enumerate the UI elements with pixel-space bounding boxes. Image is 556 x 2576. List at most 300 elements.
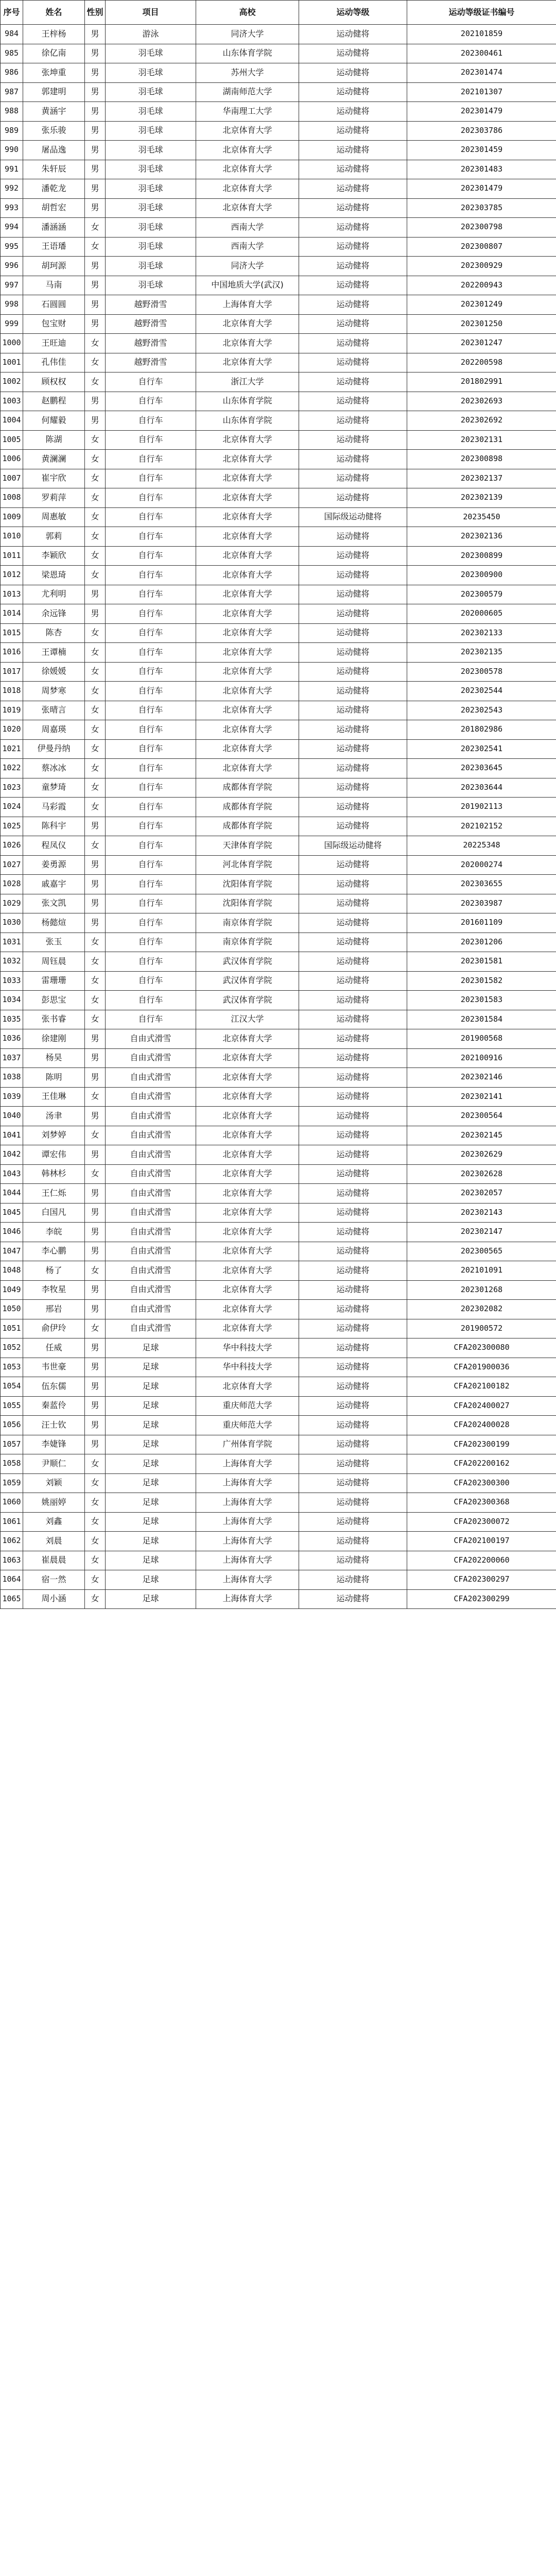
gender-cell: 女 [85,372,106,392]
level-cell: 运动健将 [299,1338,407,1358]
table-row [1,1435,556,1454]
serial-cell: 1049 [1,1280,23,1300]
serial-cell: 1044 [1,1184,23,1204]
university-cell: 北京体育大学 [196,1087,299,1107]
table-body [1,25,556,1609]
gender-cell: 女 [85,1570,106,1590]
table-row [1,1570,556,1590]
serial-cell: 1057 [1,1435,23,1454]
certificate-cell: 202301582 [407,971,556,991]
event-cell: 自行车 [106,372,196,392]
university-cell: 重庆师范大学 [196,1416,299,1435]
name-cell: 戚嘉宇 [23,875,85,894]
gender-cell: 女 [85,1164,106,1184]
gender-cell: 女 [85,546,106,566]
name-cell: 程凤仪 [23,836,85,856]
level-cell: 运动健将 [299,1319,407,1338]
table-row [1,1261,556,1281]
gender-cell: 男 [85,1203,106,1223]
gender-cell: 男 [85,1280,106,1300]
serial-cell: 1011 [1,546,23,566]
name-cell: 何耀毅 [23,411,85,431]
table-row [1,1454,556,1474]
table-row [1,179,556,199]
serial-cell: 1036 [1,1029,23,1049]
university-cell: 北京体育大学 [196,682,299,701]
event-cell: 越野滑雪 [106,295,196,315]
table-row [1,218,556,238]
level-cell: 运动健将 [299,720,407,740]
serial-cell: 987 [1,82,23,102]
serial-cell: 991 [1,160,23,179]
event-cell: 自由式滑雪 [106,1184,196,1204]
table-row [1,855,556,875]
table-row [1,701,556,720]
table-row [1,469,556,488]
table-row [1,411,556,431]
event-cell: 自行车 [106,604,196,624]
level-cell: 运动健将 [299,198,407,218]
level-cell: 运动健将 [299,1184,407,1204]
gender-cell: 女 [85,662,106,682]
certificate-cell: 202300807 [407,237,556,257]
serial-cell: 1004 [1,411,23,431]
serial-cell: 1046 [1,1223,23,1242]
event-cell: 越野滑雪 [106,334,196,353]
certificate-cell: CFA202400027 [407,1396,556,1416]
university-cell: 华南理工大学 [196,102,299,122]
name-cell: 彭思宝 [23,991,85,1010]
level-cell: 国际级运动健将 [299,507,407,527]
name-cell: 邢岩 [23,1300,85,1319]
gender-cell: 男 [85,1396,106,1416]
university-cell: 上海体育大学 [196,1454,299,1474]
name-cell: 姚丽婷 [23,1493,85,1513]
certificate-cell: CFA202300297 [407,1570,556,1590]
name-cell: 徐亿南 [23,44,85,63]
name-cell: 张乐骏 [23,121,85,141]
table-row [1,82,556,102]
gender-cell: 男 [85,102,106,122]
gender-cell: 女 [85,566,106,585]
name-cell: 张玉 [23,933,85,952]
name-cell: 周嘉瑛 [23,720,85,740]
university-cell: 江汉大学 [196,1010,299,1029]
name-cell: 李皖 [23,1223,85,1242]
name-cell: 梁恩琦 [23,566,85,585]
table-row [1,1087,556,1107]
serial-cell: 1023 [1,778,23,798]
name-cell: 陈湖 [23,430,85,450]
gender-cell: 女 [85,952,106,972]
table-row [1,1203,556,1223]
name-cell: 王佳琳 [23,1087,85,1107]
serial-cell: 990 [1,141,23,160]
certificate-cell: 202302541 [407,739,556,759]
gender-cell: 女 [85,701,106,720]
table-row [1,141,556,160]
gender-cell: 女 [85,1551,106,1570]
certificate-cell: 202302147 [407,1223,556,1242]
table-row [1,1396,556,1416]
serial-cell: 1050 [1,1300,23,1319]
level-cell: 运动健将 [299,952,407,972]
name-cell: 白国凡 [23,1203,85,1223]
certificate-cell: 202300579 [407,585,556,604]
certificate-cell: 202302141 [407,1087,556,1107]
name-cell: 黄澜澜 [23,450,85,469]
table-row [1,585,556,604]
table-row [1,1145,556,1165]
name-cell: 姜勇源 [23,855,85,875]
certificate-cell: 202301584 [407,1010,556,1029]
name-cell: 韩林杉 [23,1164,85,1184]
event-cell: 自行车 [106,778,196,798]
gender-cell: 男 [85,295,106,315]
table-row [1,778,556,798]
table-row [1,1048,556,1068]
university-cell: 成都体育学院 [196,817,299,836]
serial-cell: 1009 [1,507,23,527]
university-cell: 北京体育大学 [196,121,299,141]
table-row [1,1493,556,1513]
event-cell: 自行车 [106,527,196,547]
level-cell: 运动健将 [299,1416,407,1435]
level-cell: 运动健将 [299,160,407,179]
certificate-cell: 202300929 [407,257,556,276]
university-cell: 北京体育大学 [196,488,299,508]
certificate-cell: CFA202300368 [407,1493,556,1513]
serial-cell: 1048 [1,1261,23,1281]
certificate-cell: 202301583 [407,991,556,1010]
event-cell: 自行车 [106,507,196,527]
table-row [1,1473,556,1493]
header-serial: 序号 [1,1,23,25]
certificate-cell: 201900572 [407,1319,556,1338]
header-event: 项目 [106,1,196,25]
name-cell: 陈明 [23,1068,85,1088]
level-cell: 运动健将 [299,392,407,411]
gender-cell: 女 [85,1126,106,1145]
university-cell: 北京体育大学 [196,1377,299,1397]
university-cell: 北京体育大学 [196,469,299,488]
name-cell: 尤利明 [23,585,85,604]
university-cell: 南京体育学院 [196,933,299,952]
table-row [1,1416,556,1435]
level-cell: 运动健将 [299,798,407,817]
table-row [1,1300,556,1319]
university-cell: 南京体育学院 [196,913,299,933]
certificate-cell: 202301581 [407,952,556,972]
gender-cell: 女 [85,527,106,547]
level-cell: 运动健将 [299,1029,407,1049]
gender-cell: 女 [85,507,106,527]
serial-cell: 1062 [1,1532,23,1551]
certificate-cell: 202301459 [407,141,556,160]
serial-cell: 984 [1,25,23,44]
university-cell: 北京体育大学 [196,314,299,334]
name-cell: 陈杏 [23,623,85,643]
gender-cell: 女 [85,353,106,372]
table-row [1,913,556,933]
name-cell: 王语璠 [23,237,85,257]
table-row [1,720,556,740]
event-cell: 羽毛球 [106,257,196,276]
level-cell: 运动健将 [299,778,407,798]
name-cell: 王梓杨 [23,25,85,44]
university-cell: 北京体育大学 [196,1203,299,1223]
certificate-cell: 201802991 [407,372,556,392]
level-cell: 运动健将 [299,334,407,353]
gender-cell: 男 [85,63,106,83]
university-cell: 北京体育大学 [196,1300,299,1319]
gender-cell: 男 [85,1358,106,1377]
university-cell: 同济大学 [196,25,299,44]
serial-cell: 1020 [1,720,23,740]
serial-cell: 1054 [1,1377,23,1397]
table-row [1,662,556,682]
name-cell: 张文凯 [23,894,85,913]
university-cell: 河北体育学院 [196,855,299,875]
table-row [1,546,556,566]
university-cell: 天津体育学院 [196,836,299,856]
university-cell: 北京体育大学 [196,1184,299,1204]
level-cell: 运动健将 [299,817,407,836]
gender-cell: 男 [85,1377,106,1397]
certificate-cell: 202301206 [407,933,556,952]
table-row [1,894,556,913]
name-cell: 韦世豪 [23,1358,85,1377]
certificate-cell: 202300899 [407,546,556,566]
name-cell: 徐建刚 [23,1029,85,1049]
header-gender: 性别 [85,1,106,25]
university-cell: 北京体育大学 [196,701,299,720]
event-cell: 自行车 [106,585,196,604]
gender-cell: 女 [85,1493,106,1513]
certificate-cell: 202301479 [407,102,556,122]
certificate-cell: 202301479 [407,179,556,199]
certificate-cell: 202101091 [407,1261,556,1281]
university-cell: 北京体育大学 [196,623,299,643]
gender-cell: 女 [85,991,106,1010]
header-row [1,1,556,25]
certificate-cell: 202301249 [407,295,556,315]
name-cell: 周钰晨 [23,952,85,972]
table-row [1,276,556,295]
header-sport-level: 运动等级 [299,1,407,25]
event-cell: 羽毛球 [106,179,196,199]
gender-cell: 女 [85,759,106,778]
certificate-cell: 202302143 [407,1203,556,1223]
level-cell: 运动健将 [299,1010,407,1029]
table-row [1,63,556,83]
serial-cell: 998 [1,295,23,315]
university-cell: 沈阳体育学院 [196,875,299,894]
university-cell: 北京体育大学 [196,720,299,740]
serial-cell: 1003 [1,392,23,411]
event-cell: 足球 [106,1358,196,1377]
certificate-cell: 202303987 [407,894,556,913]
name-cell: 童梦琦 [23,778,85,798]
level-cell: 运动健将 [299,566,407,585]
table-row [1,257,556,276]
name-cell: 汤聿 [23,1107,85,1126]
table-row [1,1242,556,1261]
event-cell: 自行车 [106,817,196,836]
certificate-cell: 202102152 [407,817,556,836]
serial-cell: 1038 [1,1068,23,1088]
university-cell: 北京体育大学 [196,160,299,179]
name-cell: 罗莉萍 [23,488,85,508]
name-cell: 杨昊 [23,1048,85,1068]
gender-cell: 男 [85,1107,106,1126]
gender-cell: 男 [85,411,106,431]
name-cell: 崔宇欣 [23,469,85,488]
table-row [1,1512,556,1532]
name-cell: 李心鹏 [23,1242,85,1261]
level-cell: 运动健将 [299,1223,407,1242]
gender-cell: 女 [85,1010,106,1029]
header-name: 姓名 [23,1,85,25]
name-cell: 陈科宇 [23,817,85,836]
gender-cell: 男 [85,1048,106,1068]
serial-cell: 999 [1,314,23,334]
certificate-cell: 202300461 [407,44,556,63]
university-cell: 上海体育大学 [196,1512,299,1532]
serial-cell: 1039 [1,1087,23,1107]
table-row [1,739,556,759]
name-cell: 马彩霞 [23,798,85,817]
certificate-cell: CFA202300300 [407,1473,556,1493]
certificate-cell: 202301474 [407,63,556,83]
gender-cell: 女 [85,469,106,488]
table-row [1,933,556,952]
certificate-cell: 202300565 [407,1242,556,1261]
event-cell: 自行车 [106,836,196,856]
name-cell: 包宝财 [23,314,85,334]
serial-cell: 1043 [1,1164,23,1184]
certificate-cell: 202302133 [407,623,556,643]
university-cell: 苏州大学 [196,63,299,83]
event-cell: 自由式滑雪 [106,1068,196,1088]
certificate-cell: 202300564 [407,1107,556,1126]
university-cell: 北京体育大学 [196,430,299,450]
name-cell: 刘鑫 [23,1512,85,1532]
gender-cell: 男 [85,1338,106,1358]
certificate-cell: 202302057 [407,1184,556,1204]
university-cell: 武汉体育学院 [196,991,299,1010]
event-cell: 自由式滑雪 [106,1029,196,1049]
name-cell: 俞伊玲 [23,1319,85,1338]
event-cell: 自行车 [106,662,196,682]
event-cell: 自由式滑雪 [106,1300,196,1319]
table-row [1,604,556,624]
university-cell: 上海体育大学 [196,1551,299,1570]
gender-cell: 女 [85,430,106,450]
university-cell: 北京体育大学 [196,1164,299,1184]
name-cell: 顾权权 [23,372,85,392]
level-cell: 运动健将 [299,1300,407,1319]
serial-cell: 1017 [1,662,23,682]
gender-cell: 男 [85,1300,106,1319]
certificate-cell: 202302544 [407,682,556,701]
level-cell: 运动健将 [299,450,407,469]
name-cell: 谭宏伟 [23,1145,85,1165]
gender-cell: 男 [85,314,106,334]
university-cell: 上海体育大学 [196,295,299,315]
gender-cell: 女 [85,623,106,643]
certificate-cell: CFA202200060 [407,1551,556,1570]
table-row [1,1184,556,1204]
name-cell: 潘乾龙 [23,179,85,199]
level-cell: 运动健将 [299,276,407,295]
serial-cell: 1024 [1,798,23,817]
event-cell: 足球 [106,1454,196,1474]
gender-cell: 女 [85,450,106,469]
event-cell: 越野滑雪 [106,353,196,372]
event-cell: 游泳 [106,25,196,44]
event-cell: 自行车 [106,469,196,488]
level-cell: 运动健将 [299,604,407,624]
gender-cell: 女 [85,739,106,759]
table-row [1,991,556,1010]
certificate-cell: 202302135 [407,643,556,663]
level-cell: 运动健将 [299,1473,407,1493]
level-cell: 运动健将 [299,102,407,122]
table-row [1,1164,556,1184]
event-cell: 自由式滑雪 [106,1164,196,1184]
certificate-cell: 202302146 [407,1068,556,1088]
serial-cell: 988 [1,102,23,122]
level-cell: 运动健将 [299,82,407,102]
university-cell: 北京体育大学 [196,1107,299,1126]
name-cell: 胡哲宏 [23,198,85,218]
event-cell: 自行车 [106,971,196,991]
event-cell: 自行车 [106,488,196,508]
event-cell: 自行车 [106,720,196,740]
gender-cell: 男 [85,1029,106,1049]
event-cell: 自由式滑雪 [106,1242,196,1261]
table-row [1,952,556,972]
name-cell: 雷珊珊 [23,971,85,991]
level-cell: 运动健将 [299,623,407,643]
serial-cell: 1018 [1,682,23,701]
level-cell: 运动健将 [299,1280,407,1300]
name-cell: 周小涵 [23,1589,85,1609]
level-cell: 国际级运动健将 [299,836,407,856]
level-cell: 运动健将 [299,739,407,759]
event-cell: 足球 [106,1493,196,1513]
level-cell: 运动健将 [299,971,407,991]
university-cell: 北京体育大学 [196,759,299,778]
event-cell: 自行车 [106,392,196,411]
certificate-cell: 202303786 [407,121,556,141]
level-cell: 运动健将 [299,430,407,450]
university-cell: 山东体育学院 [196,392,299,411]
name-cell: 黄涵宇 [23,102,85,122]
event-cell: 自由式滑雪 [106,1145,196,1165]
table-row [1,817,556,836]
level-cell: 运动健将 [299,1551,407,1570]
event-cell: 足球 [106,1589,196,1609]
level-cell: 运动健将 [299,411,407,431]
level-cell: 运动健将 [299,1203,407,1223]
serial-cell: 1010 [1,527,23,547]
serial-cell: 1026 [1,836,23,856]
name-cell: 石圆圆 [23,295,85,315]
table-row [1,1338,556,1358]
serial-cell: 1056 [1,1416,23,1435]
